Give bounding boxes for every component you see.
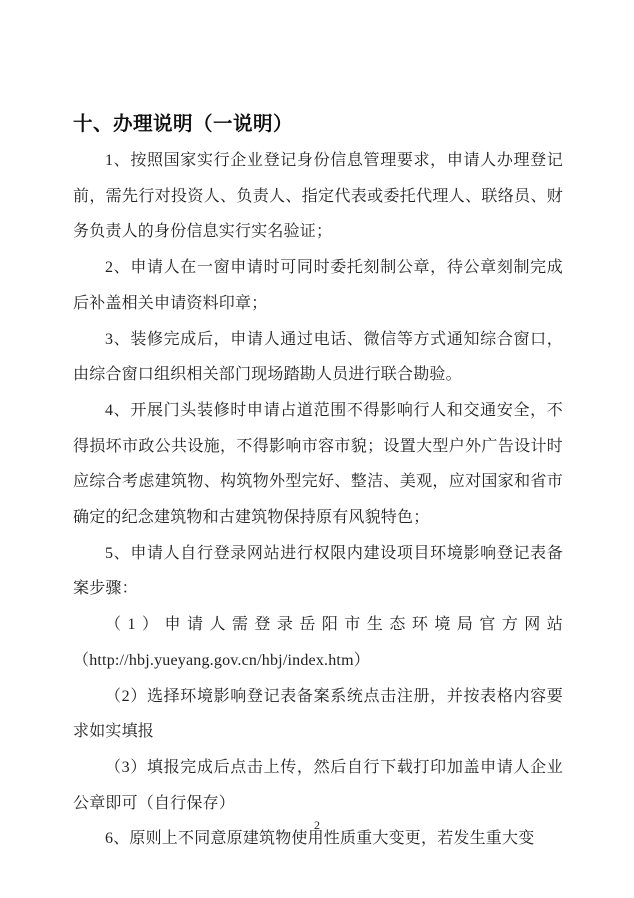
paragraph-2: 2、申请人在一窗申请时可同时委托刻制公章，待公章刻制完成后补盖相关申请资料印章；	[73, 259, 563, 312]
paragraph-4: 4、开展门头装修时申请占道范围不得影响行人和交通安全，不得损坏市政公共设施，不得影响市容市貌；设置大型户外广告设计时应综合考虑建筑物、构筑物外型完好、整洁、美观，应对国家和省市确定的纪念建筑物和古建筑物保持原有风貌特色；	[73, 401, 563, 527]
paragraph-5-step-1	[73, 607, 563, 678]
paragraph-5-step-2: （2）选择环境影响登记表备案系统点击注册，并按表格内容要求如实填报	[73, 687, 563, 741]
website-url: （http://hbj.yueyang.gov.cn/hbj/index.htm）	[73, 651, 370, 669]
paragraph-5-step-3: （3）填报完成后点击上传，然后自行下载打印加盖申请人企业公章即可（自行保存）	[73, 758, 563, 812]
section-heading: 十、办理说明（一说明）	[73, 113, 294, 135]
paragraph-3: 3、装修完成后，申请人通过电话、微信等方式通知综合窗口，由综合窗口组织相关部门现场踏勘人员进行联合勘验。	[73, 330, 563, 384]
document-content	[73, 112, 563, 857]
page-number: 2	[314, 818, 320, 832]
paragraph-5-step-1-text: （1）申请人需登录岳阳市生态环境局官方网站	[105, 616, 563, 634]
paragraph-6: 6、原则上不同意原建筑物使用性质重大变更，若发生重大变	[105, 830, 535, 848]
paragraph-5: 5、申请人自行登录网站进行权限内建设项目环境影响登记表备案步骤：	[73, 544, 563, 598]
paragraph-1: 1、按照国家实行企业登记身份信息管理要求，申请人办理登记前，需先行对投资人、负责人、指定代表或委托代理人、联络员、财务负责人的身份信息实行实名验证；	[73, 152, 563, 241]
